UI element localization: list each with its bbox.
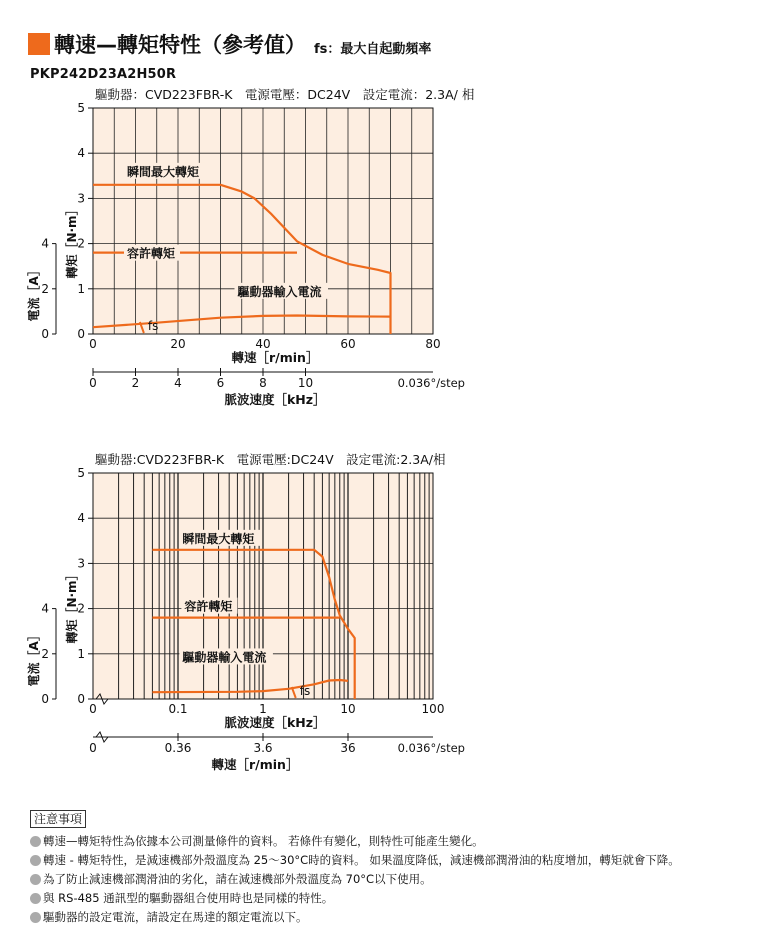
current-tick-label: 4: [41, 236, 49, 251]
linear-speed-torque-chart: [0, 80, 768, 410]
model-number: PKP242D23A2H50R: [30, 67, 177, 82]
note-text: 驅動器的設定電流，請設定在馬達的額定電流以下。: [43, 910, 308, 924]
note-item: [30, 889, 760, 908]
bullet-icon: [30, 836, 41, 847]
current-tick-label: 0: [41, 692, 49, 706]
chart-header: 驅動器：CVD223FBR-K 電源電壓：DC24V 設定電流：2.3A/ 相: [95, 87, 475, 102]
x-tick-label: 0.1: [168, 702, 188, 716]
pulse-tick-label: 10: [297, 376, 314, 390]
speed-tick-label: 3.6: [253, 741, 273, 755]
y-tick-label: 4: [77, 146, 85, 161]
x-tick-label: 60: [340, 337, 356, 351]
torque-axis-label: 轉矩［N·m］: [65, 568, 79, 644]
fs-note: fs：最大自起動頻率: [314, 41, 432, 57]
bullet-icon: [30, 855, 41, 866]
y-tick-label: 1: [77, 646, 85, 661]
log-speed-torque-chart: [0, 445, 768, 775]
fs-label: fs: [299, 684, 311, 698]
speed-tick-label: 36: [340, 741, 356, 755]
orange-square-icon: [28, 33, 50, 55]
title-text: 轉速—轉矩特性（參考值）: [54, 33, 306, 57]
current-tick-label: 2: [41, 281, 49, 296]
x-tick-label: 10: [340, 702, 356, 716]
speed-tick-label: 0: [89, 741, 97, 755]
x-tick-label: 20: [170, 337, 186, 351]
y-tick-label: 3: [77, 191, 85, 206]
pulse-tick-label: 2: [131, 376, 140, 390]
current-tick-label: 4: [41, 601, 49, 616]
y-tick-label: 4: [77, 511, 85, 526]
pulse-tick-label: 0: [89, 376, 97, 390]
pulse-axis-label: 脈波速度［kHz］: [224, 715, 326, 730]
page-title: [28, 30, 431, 58]
y-tick-label: 0: [77, 692, 85, 706]
pulse-unit: 0.036°/step: [397, 376, 465, 390]
x-tick-label: 80: [425, 337, 441, 351]
speed-tick-label: 0.36: [164, 741, 192, 755]
notes-section: [30, 808, 760, 927]
bullet-icon: [30, 893, 41, 904]
y-tick-label: 2: [77, 601, 85, 616]
series-label: 容許轉矩: [127, 246, 176, 261]
current-axis-label: 電流［A］: [27, 264, 41, 322]
notes-title: 注意事項: [30, 810, 86, 828]
note-item: [30, 851, 760, 870]
y-tick-label: 0: [77, 327, 85, 341]
note-text: 與 RS-485 通訊型的驅動器組合使用時也是同樣的特性。: [43, 891, 334, 905]
x-tick-label: 0: [89, 337, 97, 351]
y-tick-label: 1: [77, 281, 85, 296]
chart-header: 驅動器:CVD223FBR-K 電源電壓:DC24V 設定電流:2.3A/相: [95, 452, 446, 467]
pulse-unit: 0.036°/step: [397, 741, 465, 755]
speed-axis-label: 轉速［r/min］: [231, 350, 319, 365]
torque-axis-label: 轉矩［N·m］: [65, 203, 79, 279]
note-item: [30, 908, 760, 927]
note-item: [30, 832, 760, 851]
current-axis-label: 電流［A］: [27, 629, 41, 687]
note-item: [30, 870, 760, 889]
x-tick-label: 40: [255, 337, 271, 351]
y-tick-label: 3: [77, 556, 85, 571]
pulse-axis-label: 脈波速度［kHz］: [224, 392, 326, 407]
pulse-tick-label: 6: [216, 376, 225, 390]
bullet-icon: [30, 912, 41, 923]
current-tick-label: 0: [41, 327, 49, 341]
note-text: 轉速 - 轉矩特性，是減速機部外殼溫度為 25～30°C時的資料。 如果溫度降低，減速機部潤滑油的粘度增加，轉矩就會下降。: [43, 853, 680, 867]
y-tick-label: 5: [77, 101, 85, 115]
y-tick-label: 2: [77, 236, 85, 251]
x-tick-label: 100: [421, 702, 445, 716]
series-label: 驅動器輸入電流: [182, 650, 267, 665]
pulse-tick-label: 4: [174, 376, 182, 390]
x-tick-label: 0: [89, 702, 97, 716]
bullet-icon: [30, 874, 41, 885]
series-label: 驅動器輸入電流: [237, 284, 322, 299]
speed-axis-label: 轉速［r/min］: [211, 757, 299, 772]
current-tick-label: 2: [41, 646, 49, 661]
note-text: 為了防止減速機部潤滑油的劣化，請在減速機部外殼溫度為 70°C以下使用。: [43, 872, 432, 886]
x-tick-label: 1: [259, 702, 267, 716]
series-label: 容許轉矩: [184, 599, 233, 614]
series-label: 瞬間最大轉矩: [182, 531, 255, 546]
y-tick-label: 5: [77, 466, 85, 480]
pulse-tick-label: 8: [259, 376, 267, 390]
fs-label: fs: [147, 319, 159, 333]
note-text: 轉速—轉矩特性為依據本公司測量條件的資料。 若條件有變化，則特性可能產生變化。: [43, 834, 484, 848]
series-label: 瞬間最大轉矩: [127, 164, 200, 179]
